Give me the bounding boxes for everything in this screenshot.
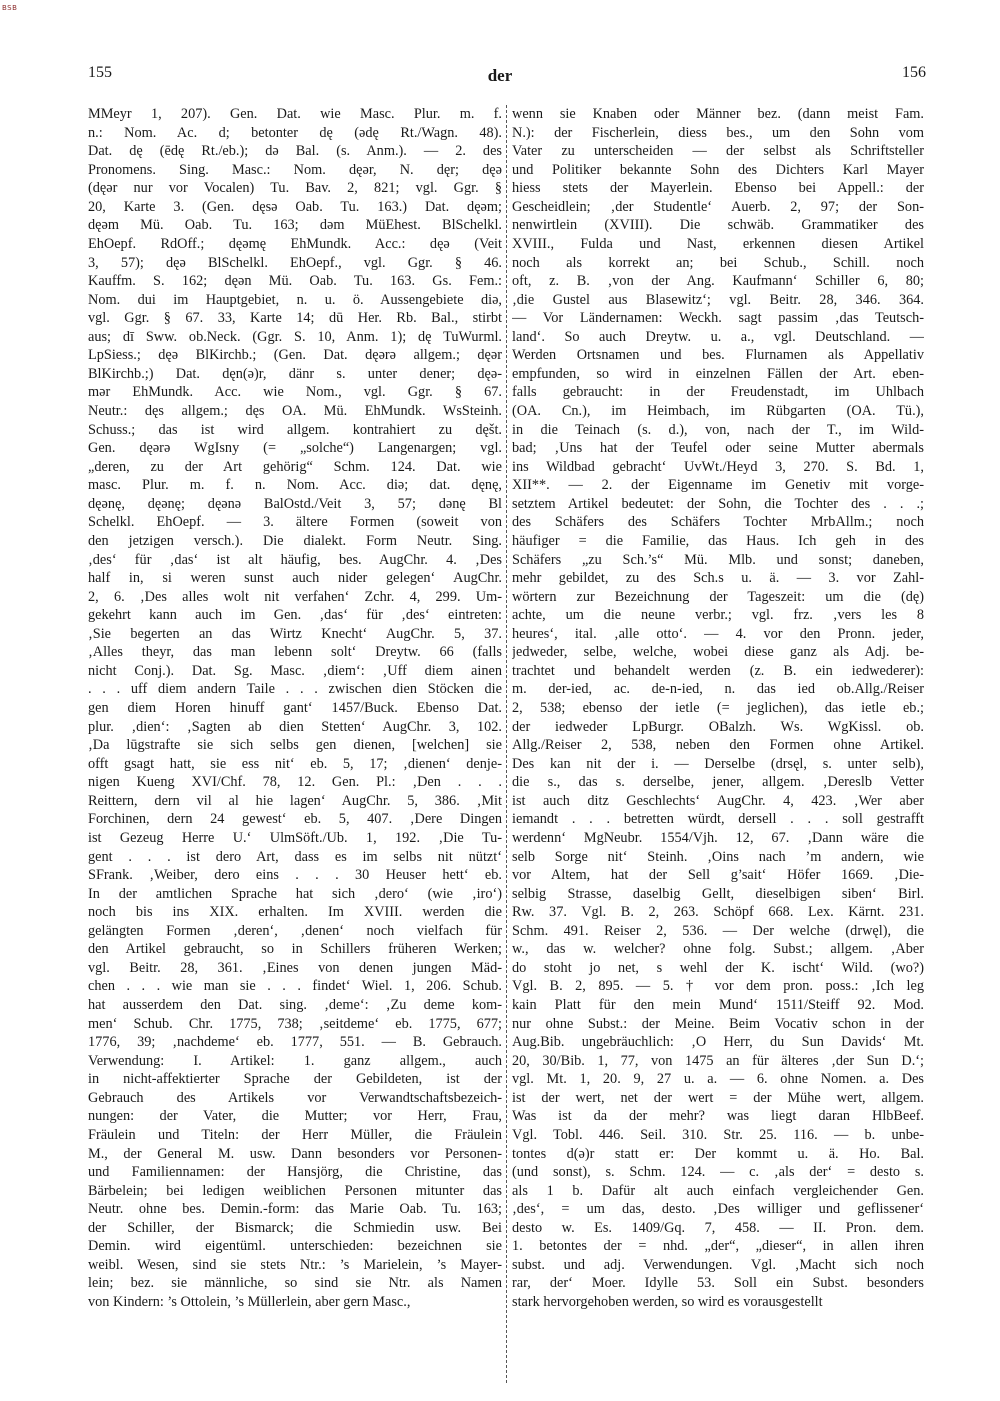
text-line: Nom. dui im Hauptgebiet, n. u. ö. Aussengebiete diə, [88, 291, 502, 308]
text-line: werdenn‘ MgNeubr. 1554/Vjh. 12, 67. ‚Dann wäre die [512, 829, 924, 846]
library-mark: BSB [2, 4, 18, 12]
text-line: vgl. Beitr. 28, 361. ‚Eines von denen jungen Mäd- [88, 959, 502, 976]
text-line: Des kan nit der i. — Derselbe (drsęl, s. unter selb), [512, 755, 924, 772]
text-line: lein; bez. sie männliche, so sind sie Ntr. als Namen [88, 1275, 502, 1292]
text-line: masc. Plur. m. f. n. Nom. Acc. diə; dat. dęnę, [88, 477, 502, 494]
text-line: mər EhMundk. Acc. wie Nom., vgl. Ggr. § 67. [88, 384, 502, 401]
text-line: . . . uff diem andern Taile . . . zwischen dien Stöcken die [88, 681, 502, 698]
text-line: aus; dī Sww. ob.Neck. (Ggr. S. 10, Anm. 1); dę TuWurml. [88, 328, 502, 345]
text-line: Pronomens. Sing. Masc.: Nom. dęər, N. dęr; dęə [88, 161, 502, 178]
text-line: Bärbelein; bei ledigen weiblichen Personen mitunter das [88, 1182, 502, 1199]
text-line: Schelkl. EhOepf. — 3. ältere Formen (soweit von [88, 514, 502, 531]
text-line: in die Teinach (s. d.), von, nach der T., im Wild- [512, 421, 924, 438]
text-line: rar, der‘ Moer. Idylle 53. Soll ein Subst. besonders [512, 1275, 924, 1292]
right-text-column [512, 105, 924, 1312]
text-line: offt gsagt hatt, sie ess nit‘ eb. 5, 17; ‚dienen‘ denje- [88, 755, 502, 772]
text-line: gent . . . ist dero Art, dass es im selbs nit nützt‘ [88, 848, 502, 865]
text-line: ist auch ditz Geschlechts‘ AugChr. 4, 423. ‚Wer aber [512, 792, 924, 809]
text-line: Gen. dęərə WgIsny (= „solche“) Langenargen; vgl. [88, 440, 502, 457]
text-line: N.): der Fischerlein, diess bes., um den Sohn vom [512, 124, 924, 141]
text-line: nigen Kueng XVI/Chf. 78, 12. Gen. Pl.: ‚Den . . . [88, 774, 502, 791]
text-line: subst. und adj. Verwendungen. Vgl. ‚Macht sich noch [512, 1256, 924, 1273]
text-line: Vgl. B. 2, 895. — 5. † vor dem pron. poss.: ‚Ich leg [512, 978, 924, 995]
text-line: Aug.Bib. ungebräuchlich: ‚O Herr, du Sun Davids‘ Mt. [512, 1034, 924, 1051]
text-line: Werden Ortsnamen und bes. Flurnamen als Appellativ [512, 347, 924, 364]
text-line: die s., das s. derselbe, jener, allgem. ‚Dereslb Vetter [512, 774, 924, 791]
text-line: half in, si weren sunst auch nider gelegen‘ AugChr. [88, 570, 502, 587]
text-line: 20, 30/Bib. 1, 77, von 1475 an für älteres ‚der Sun D.‘; [512, 1052, 924, 1069]
text-line: Kauffm. S. 162; dęən Mü. Oab. Tu. 163. Gs. Fem.: [88, 273, 502, 290]
text-line: Forchinen, dern 24 gewest‘ eb. 5, 407. ‚Dere Dingen [88, 811, 502, 828]
text-line: vgl. Ggr. § 67. 33, Karte 14; dū Her. Rb. Bal., stirbt [88, 310, 502, 327]
text-line: oft, z. B. ‚von der Ang. Kaufmann‘ Schiller 6, 80; [512, 273, 924, 290]
text-line: desto w. Es. 1409/Gq. 7, 458. — II. Pron. dem. [512, 1219, 924, 1236]
text-line: mehr gebildet, zu des Sch.s u. ä. — 3. vor Zahl- [512, 570, 924, 587]
text-line: gen diem Horen hinuff gant‘ 1457/Buck. Ebenso Dat. [88, 700, 502, 716]
text-line: 1. betontes der = nhd. „der“, „dieser“, in allen ihren [512, 1238, 924, 1255]
page-number-right: 156 [902, 64, 926, 81]
text-line: wörtern zur Bezeichnung der Tageszeit: um die (dę) [512, 588, 924, 605]
text-line: und Politiker bekannte Sohn des Dichters Karl Mayer [512, 161, 924, 178]
text-line: Gebrauch des Artikels vor Verwandtschaftsbezeich- [88, 1089, 502, 1106]
text-line: achte, um die neune verbr.; vgl. frz. ‚vers les 8 [512, 607, 924, 624]
text-line: kain Platt für den mein Mund‘ 1511/Steiff 92. Mod. [512, 997, 924, 1013]
left-text-column [88, 105, 502, 1312]
text-line: selbig Strasse, daselbig Gellt, dieselbigen siben‘ Birl. [512, 885, 924, 902]
text-line: hat ausserdem den Dat. sing. ‚deme‘: ‚Zu deme kom- [88, 997, 502, 1013]
text-line: XVIII., Fulda und Nast, erkennen diesen Artikel [512, 235, 924, 252]
text-line: Verwendung: I. Artikel: 1. ganz allgem., auch [88, 1052, 502, 1069]
text-line: trachtet und behandelt werden (z. B. ein iedwederer): [512, 662, 924, 679]
text-line: empfunden, so wird in einzelnen Fällen der Art. eben- [512, 365, 924, 382]
text-line: der iedweder LpBurgr. OBalzh. Ws. WgKissl. ob. [512, 718, 924, 735]
text-line: in nicht-affektierter Sprache der Gebildeten, ist der [88, 1071, 502, 1088]
text-line: „deren, zu der Art gehörig“ Schm. 124. Dat. wie [88, 458, 502, 475]
text-line: Neutr.: dęs allgem.; dęs OA. Mü. EhMundk. WsSteinh. [88, 403, 502, 419]
text-line: Schm. 491. Reiser 2, 536. — Der welche (drwęl), die [512, 922, 924, 939]
text-line: n.: Nom. Ac. d; betonter dę (ədę Rt./Wagn. 48). [88, 124, 502, 141]
text-line: 20, Karte 3. (Gen. dęsə Oab. Tu. 163.) Dat. dęəm; [88, 198, 502, 215]
text-line: vgl. Mt. 1, 20. 9, 27 u. a. — 6. ohne Nomen. a. Des [512, 1071, 924, 1088]
text-line: Gescheidlein; ‚der Studentle‘ Auerb. 2, 97; der Son- [512, 198, 924, 215]
text-line: SFrank. ‚Weiber, dero eins . . . 30 Heuser hett‘ eb. [88, 867, 502, 884]
text-line: iemandt . . . betretten würdt, dersell . . . soll gestrafft [512, 811, 924, 828]
text-line: von Kindern: ’s Ottolein, ’s Müllerlein, aber gern Masc., [88, 1294, 411, 1310]
text-line: do stoht jo net, s wehl der K. ischt‘ Wild. (wo?) [512, 959, 924, 976]
text-line: hiess stets der Mayerlein. Ebenso bei Appell.: der [512, 180, 924, 197]
text-line: Demin. wird eigentüml. unterschieden: bezeichnen sie [88, 1238, 502, 1255]
text-line: M., der General M. usw. Dann besonders vor Personen- [88, 1145, 502, 1162]
text-line: XII**. — 2. der Eigenname im Genetiv mit vorge- [512, 477, 924, 494]
running-headword: der [487, 66, 513, 85]
text-line: nur ohne Subst.: der Meine. Beim Vocativ schon in der [512, 1015, 924, 1032]
text-line: gelängten Formen ‚deren‘, ‚denen‘ noch vielfach für [88, 922, 502, 939]
text-line: 3, 57); dęə BlSchelkl. EhOepf., vgl. Ggr. § 46. [88, 254, 502, 271]
column-divider [506, 105, 507, 1383]
page-number-left: 155 [88, 64, 112, 81]
text-line: Neutr. ohne bes. Demin.-form: das Marie Oab. Tu. 163; [88, 1201, 502, 1218]
text-line: wenn sie Knaben oder Männer bez. (dann meist Fam. [512, 106, 924, 122]
text-line: Rw. 37. Vgl. B. 2, 263. Schöpf 668. Lex. Kärnt. 231. [512, 904, 924, 921]
text-line: Allg./Reiser 2, 538, neben den Formen ohne Artikel. [512, 737, 924, 754]
text-line: nungen: der Vater, die Mutter; vor Herr, Frau, [88, 1108, 502, 1125]
text-line: ins Wildbad gebracht‘ UvWt./Heyd 3, 270. S. Bd. 1, [512, 458, 924, 475]
text-line: nenwirtlein (XVIII). Die schwäb. Grammatiker des [512, 217, 924, 234]
text-line: den Artikel gebraucht, so in Schillers früheren Werken; [88, 941, 502, 958]
text-line: m. der-ied, ac. de-n-ied, n. das ied ob.Allg./Reiser [512, 681, 924, 698]
text-line: vor Altem, hat der Sell g’sait‘ Höfer 1669. ‚Die- [512, 867, 924, 884]
text-line: des Schäfers des Schäfers Tochter MrbAllm.; noch [512, 514, 924, 531]
text-line: (OA. Cn.), im Heimbach, im Rübgarten (OA. Tü.), [512, 403, 924, 419]
text-line: noch bis ins XIX. erhalten. Im XVIII. werden die [88, 904, 502, 921]
text-line: Vater zu unterscheiden — der selbst als Schriftsteller [512, 143, 924, 160]
text-line: 2, 6. ‚Des alles wolt nit verfahen‘ Zchr. 4, 299. Um- [88, 588, 502, 605]
text-line: 2, 538; ebenso der ietle (= jeglichen), das ietle eb.; [512, 700, 924, 716]
text-line: dęəm Mü. Oab. Tu. 163; dəm MüEhest. BlSchelkl. [88, 217, 502, 234]
text-line: der Schiller, der Bismarck; die Schmiedin usw. Bei [88, 1219, 502, 1236]
text-line: dęənę, dęənę; dęənə BalOstd./Veit 3, 57; dənę Bl [88, 495, 502, 512]
text-line: ist der wert, net der wert = der Mühe wert, allgem. [512, 1089, 924, 1106]
text-line: ist Gezeug Herre U.‘ UlmSöft./Ub. 1, 192. ‚Die Tu- [88, 829, 502, 846]
text-line: als 1 b. Dafür alt auch einfach vergleichender Gen. [512, 1182, 924, 1199]
text-line: ‚Alles theyr, das man lebenn solt‘ Dreytw. 66 (falls [88, 644, 502, 661]
text-line: ‚die Gustel aus Blasewitz‘; vgl. Beitr. 28, 346. 364. [512, 291, 924, 308]
text-line: LpSiess.; dęə BlKirchb.; (Gen. Dat. dęərə allgem.; dęər [88, 347, 502, 364]
text-line: jedweder, selbe, welche, wobei diese ganz als Adj. be- [512, 644, 924, 661]
text-line: men‘ Schub. Chr. 1775, 738; ‚seitdeme‘ eb. 1775, 677; [88, 1015, 502, 1032]
text-line: ‚des‘, = um das, desto. ‚Des williger und geflissener‘ [512, 1201, 924, 1218]
text-line: falls gebraucht: in der Freudenstadt, im Uhlbach [512, 384, 924, 401]
text-line: plur. ‚dien‘: ‚Sagten ab dien Stetten‘ AugChr. 3, 102. [88, 718, 502, 735]
text-line: und Familiennamen: der Hansjörg, die Christine, das [88, 1164, 502, 1181]
text-line: chen . . . wie man sie . . . findet‘ Wiel. 1, 206. Schub. [88, 978, 502, 995]
text-line: ‚Sie begerten an das Wirtz Knecht‘ AugChr. 5, 37. [88, 625, 502, 642]
text-line: häufiger = die Familie, das Haus. Ich geh in des [512, 532, 924, 549]
text-line: Dat. dę (ēdę Rt./eb.); də Bal. (s. Anm.). — 2. des [88, 143, 502, 160]
text-line: MMeyr 1, 207). Gen. Dat. wie Masc. Plur. m. f. [88, 106, 502, 122]
text-line: Vgl. Tobl. 446. Seil. 310. Str. 25. 116. — b. unbe- [512, 1126, 924, 1143]
text-line: BlKirchb.;) Dat. dęn(ə)r, dänr s. unter dener; dęə- [88, 365, 502, 382]
text-line: Schäfers „zu Sch.’s“ Mü. Mlb. und sonst; daneben, [512, 551, 924, 568]
text-line: EhOepf. RdOff.; dęəmę EhMundk. Acc.: dęə (Veit [88, 235, 502, 252]
text-line: 1776, 39; ‚nachdeme‘ eb. 1777, 551. — B. Gebrauch. [88, 1034, 502, 1051]
text-line: Schuss.; das ist wird allgem. kontrahiert zu dęšt. [88, 421, 502, 438]
text-line: ‚Da lūgstrafte sie sich selbs gen dienen, [welchen] sie [88, 737, 502, 754]
text-line: w., das w. welcher? ohne folg. Subst.; allgem. ‚Aber [512, 941, 924, 958]
text-line: In der amtlichen Sprache hat sich ‚dero‘ (wie ‚iro‘) [88, 885, 502, 902]
text-line: den jetzigen versch.). Die dialekt. Form Neutr. Sing. [88, 532, 502, 549]
text-line: setztem Artikel bedeutet: der Sohn, die Tochter des . . .; [512, 495, 924, 512]
text-line: tontes d(ə)r statt er: Der kommt u. ä. Ho. Bal. [512, 1145, 924, 1162]
text-line: (und sonst), s. Schm. 124. — c. ‚als der‘ = desto s. [512, 1164, 924, 1181]
text-line: selb Sorge nit‘ Steinh. ‚Oins nach ’m andern, wie [512, 848, 924, 865]
text-line: weibl. Wesen, sind sie stets Ntr.: ’s Marielein, ’s Mayer- [88, 1256, 502, 1273]
text-line: (dęər nur vor Vocalen) Tu. Bav. 2, 821; vgl. Ggr. § [88, 180, 502, 197]
text-line: heures‘, ital. ‚alle otto‘. — 4. vor den Pronn. jeder, [512, 625, 924, 642]
text-line: noch als korrekt an; bei Schub., Schill. noch [512, 254, 924, 271]
text-line: Fräulein und Titeln: der Herr Müller, die Fräulein [88, 1126, 502, 1143]
text-line: Was ist da der mehr? was liegt daran HlbBeef. [512, 1108, 924, 1125]
text-line: nicht Conj.). Dat. Sg. Masc. ‚diem‘: ‚Uff diem ainen [88, 662, 502, 679]
text-line: ‚des‘ für ‚das‘ ist alt häufig, bes. AugChr. 4. ‚Des [88, 551, 502, 568]
text-line: stark hervorgehoben werden, so wird es vorausgestellt [512, 1294, 823, 1310]
text-line: gekehrt kann auch im Gen. ‚das‘ für ‚des‘ eintreten: [88, 607, 502, 624]
text-line: Reittern, dern vil al hie lagen‘ AugChr. 5, 386. ‚Mit [88, 792, 502, 809]
text-line: land‘. So auch Dreytw. u. a., vgl. Deutschland. — [512, 328, 924, 345]
text-line: bad; ‚Uns hat der Teufel oder seine Mutter abermals [512, 440, 924, 457]
text-line: — Vor Ländernamen: Weckh. sagt passim ‚das Teutsch- [512, 310, 924, 327]
